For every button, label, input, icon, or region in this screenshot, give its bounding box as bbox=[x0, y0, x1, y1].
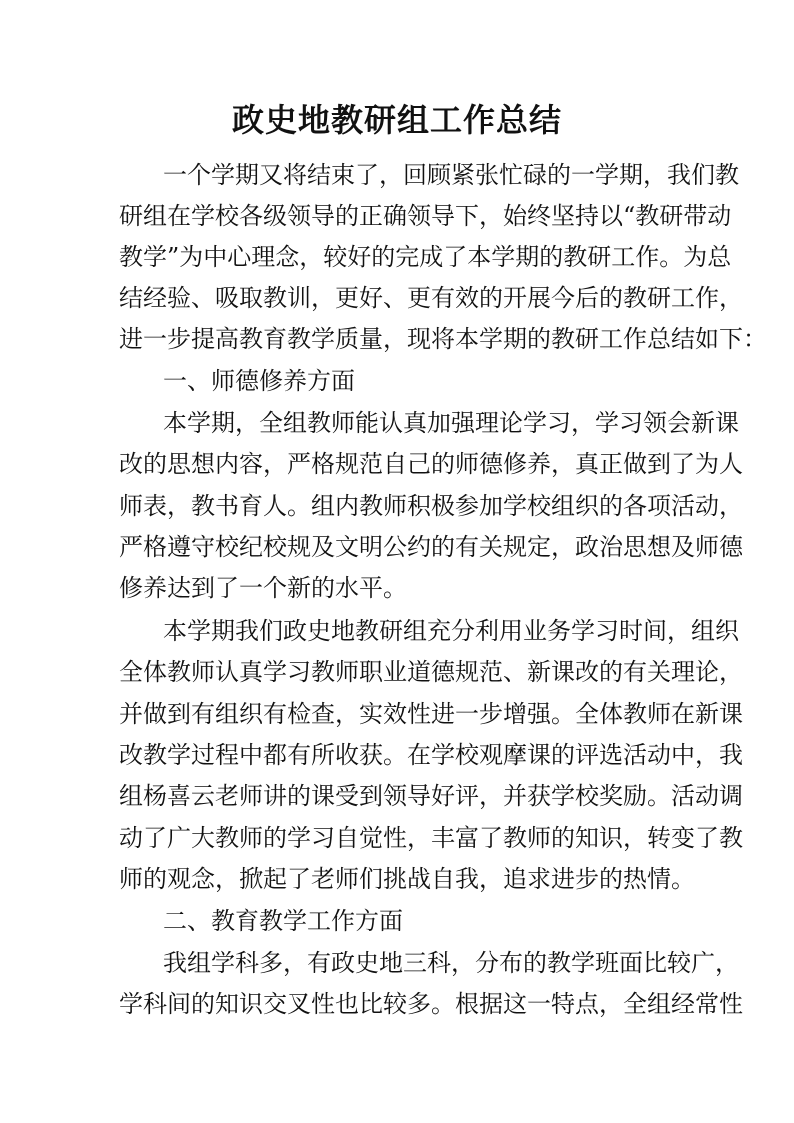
paragraph-3-line-6: 动了广大教师的学习自觉性，丰富了教师的知识，转变了教 bbox=[119, 824, 743, 852]
paragraph-2-line-2: 改的思想内容，严格规范自己的师德修养，真正做到了为人 bbox=[119, 450, 743, 478]
paragraph-2-line-5: 修养达到了一个新的水平。 bbox=[119, 574, 407, 602]
section-heading-1: 一、师德修养方面 bbox=[163, 367, 355, 395]
paragraph-1-line-3: 教学”为中心理念，较好的完成了本学期的教研工作。为总 bbox=[119, 243, 732, 271]
paragraph-4-line-1: 我组学科多，有政史地三科，分布的教学班面比较广， bbox=[163, 949, 739, 977]
paragraph-3-line-7: 师的观念，掀起了老师们挑战自我，追求进步的热情。 bbox=[119, 865, 695, 893]
paragraph-3-line-3: 并做到有组织有检查，实效性进一步增强。全体教师在新课 bbox=[119, 700, 743, 728]
paragraph-4-line-2: 学科间的知识交叉性也比较多。根据这一特点，全组经常性 bbox=[119, 990, 743, 1018]
paragraph-1-line-1: 一个学期又将结束了，回顾紧张忙碌的一学期，我们教 bbox=[163, 161, 739, 189]
paragraph-3-line-4: 改教学过程中都有所收获。在学校观摩课的评选活动中，我 bbox=[119, 741, 743, 769]
paragraph-3-line-5: 组杨喜云老师讲的课受到领导好评，并获学校奖励。活动调 bbox=[119, 782, 743, 810]
paragraph-2-line-3: 师表，教书育人。组内教师积极参加学校组织的各项活动， bbox=[119, 492, 743, 520]
paragraph-2-line-1: 本学期，全组教师能认真加强理论学习，学习领会新课 bbox=[163, 409, 739, 437]
paragraph-1-line-4: 结经验、吸取教训，更好、更有效的开展今后的教研工作， bbox=[119, 284, 743, 312]
paragraph-1-line-2: 研组在学校各级领导的正确领导下，始终坚持以“教研带动 bbox=[119, 202, 732, 230]
paragraph-1-line-5: 进一步提高教育教学质量，现将本学期的教研工作总结如下： bbox=[119, 325, 767, 353]
paragraph-3-line-2: 全体教师认真学习教师职业道德规范、新课改的有关理论， bbox=[119, 658, 743, 686]
document-title: 政史地教研组工作总结 bbox=[231, 101, 562, 139]
section-heading-2: 二、教育教学工作方面 bbox=[163, 907, 403, 935]
paragraph-2-line-4: 严格遵守校纪校规及文明公约的有关规定，政治思想及师德 bbox=[119, 533, 743, 561]
paragraph-3-line-1: 本学期我们政史地教研组充分利用业务学习时间，组织 bbox=[163, 617, 739, 645]
